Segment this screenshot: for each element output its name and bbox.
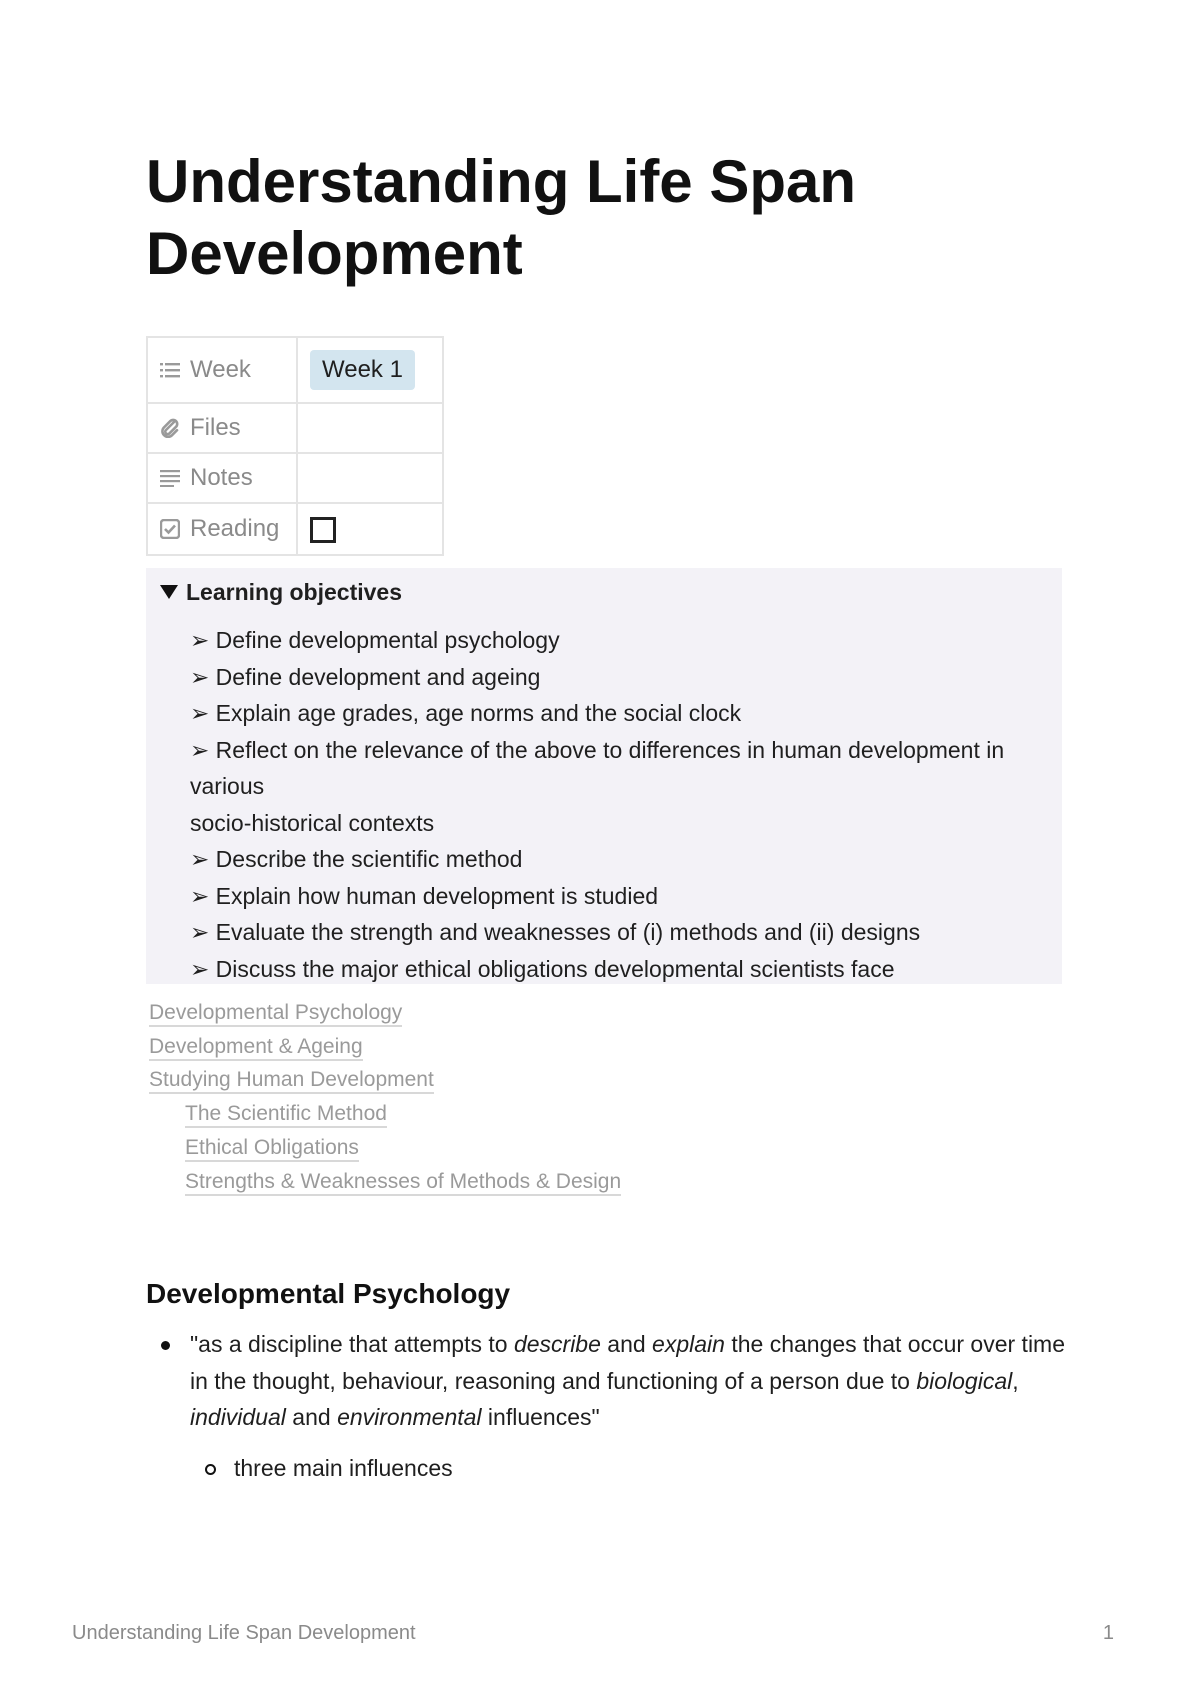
list-item: socio-historical contexts bbox=[190, 809, 435, 836]
property-row-notes bbox=[147, 453, 443, 503]
property-row-reading bbox=[147, 503, 443, 555]
text-run-italic: environmental bbox=[337, 1404, 482, 1430]
text-run: the changes that occur over time in the thought, behaviour, reasoning and functioning of a person due to bbox=[190, 1331, 1066, 1394]
paperclip-icon bbox=[160, 418, 180, 438]
toc-link-ethical-obligations[interactable]: Ethical Obligations bbox=[185, 1136, 359, 1162]
table-of-contents bbox=[149, 996, 621, 1198]
list-item: ➢ Discuss the major ethical obligations developmental scientists face bbox=[190, 955, 895, 982]
toc-item bbox=[149, 1063, 621, 1097]
property-key: Files bbox=[190, 414, 241, 441]
week-tag[interactable]: Week 1 bbox=[310, 350, 415, 390]
text-run: and bbox=[285, 1404, 338, 1430]
page-title: Understanding Life Span Development bbox=[146, 148, 857, 287]
property-key: Reading bbox=[190, 515, 280, 542]
triangle-down-icon[interactable] bbox=[160, 584, 178, 600]
list-item: ➢ Explain age grades, age norms and the social clock bbox=[190, 700, 742, 726]
list-item: ➢ Reflect on the relevance of the above to differences in human development in various bbox=[190, 736, 1005, 799]
properties-table bbox=[146, 336, 444, 556]
sub-bullet-text: three main influences bbox=[234, 1454, 453, 1481]
toc-link-strengths-weaknesses[interactable]: Strengths & Weaknesses of Methods & Design bbox=[185, 1170, 621, 1196]
text-run-italic: individual bbox=[190, 1404, 286, 1430]
toc-link-scientific-method[interactable]: The Scientific Method bbox=[185, 1102, 387, 1128]
text-lines-icon bbox=[160, 469, 180, 487]
reading-checkbox[interactable] bbox=[310, 517, 336, 543]
files-value[interactable] bbox=[297, 403, 443, 453]
property-row-files bbox=[147, 403, 443, 453]
toc-item bbox=[149, 1097, 621, 1131]
toggle-heading: Learning objectives bbox=[186, 579, 403, 605]
toc-link-studying-human-development[interactable]: Studying Human Development bbox=[149, 1068, 434, 1094]
objectives-list bbox=[190, 622, 1060, 987]
text-run-italic: biological bbox=[916, 1367, 1013, 1394]
text-run: influences" bbox=[481, 1404, 600, 1430]
sub-bullet-item bbox=[146, 1450, 1066, 1487]
bullet-item bbox=[146, 1326, 1066, 1436]
property-key: Notes bbox=[190, 464, 253, 491]
list-icon bbox=[160, 361, 180, 379]
list-item: ➢ Evaluate the strength and weaknesses of (i) methods and (ii) designs bbox=[190, 919, 921, 945]
list-item: ➢ Define developmental psychology bbox=[190, 627, 560, 653]
list-item: ➢ Define development and ageing bbox=[190, 663, 541, 690]
toc-link-developmental-psychology[interactable]: Developmental Psychology bbox=[149, 1001, 402, 1027]
section-heading: Developmental Psychology bbox=[146, 1278, 511, 1309]
toc-item bbox=[149, 1165, 621, 1199]
bullet-circle-icon bbox=[205, 1464, 216, 1475]
property-row-week bbox=[147, 337, 443, 403]
toggle-header[interactable] bbox=[160, 574, 402, 610]
bullet-list bbox=[146, 1326, 1066, 1486]
list-item: ➢ Describe the scientific method bbox=[190, 846, 523, 872]
footer-title: Understanding Life Span Development bbox=[72, 1622, 416, 1644]
text-run-italic: describe bbox=[513, 1331, 601, 1357]
text-run: and bbox=[600, 1331, 653, 1357]
learning-objectives-toggle bbox=[146, 568, 1062, 984]
page-number: 1 bbox=[1102, 1622, 1114, 1644]
toc-item bbox=[149, 1030, 621, 1064]
property-key: Week bbox=[190, 356, 251, 383]
text-run: , bbox=[1012, 1367, 1019, 1394]
list-item: ➢ Explain how human development is studied bbox=[190, 882, 659, 909]
bullet-text bbox=[190, 1331, 1065, 1430]
bullet-dot-icon bbox=[161, 1341, 170, 1350]
text-run-italic: explain bbox=[652, 1331, 725, 1357]
text-run: "as a discipline that attempts to bbox=[190, 1331, 514, 1357]
toc-item bbox=[149, 1131, 621, 1165]
checkbox-icon bbox=[160, 519, 180, 539]
toc-link-development-ageing[interactable]: Development & Ageing bbox=[149, 1035, 363, 1061]
toc-item bbox=[149, 996, 621, 1030]
notes-value[interactable] bbox=[297, 453, 443, 503]
